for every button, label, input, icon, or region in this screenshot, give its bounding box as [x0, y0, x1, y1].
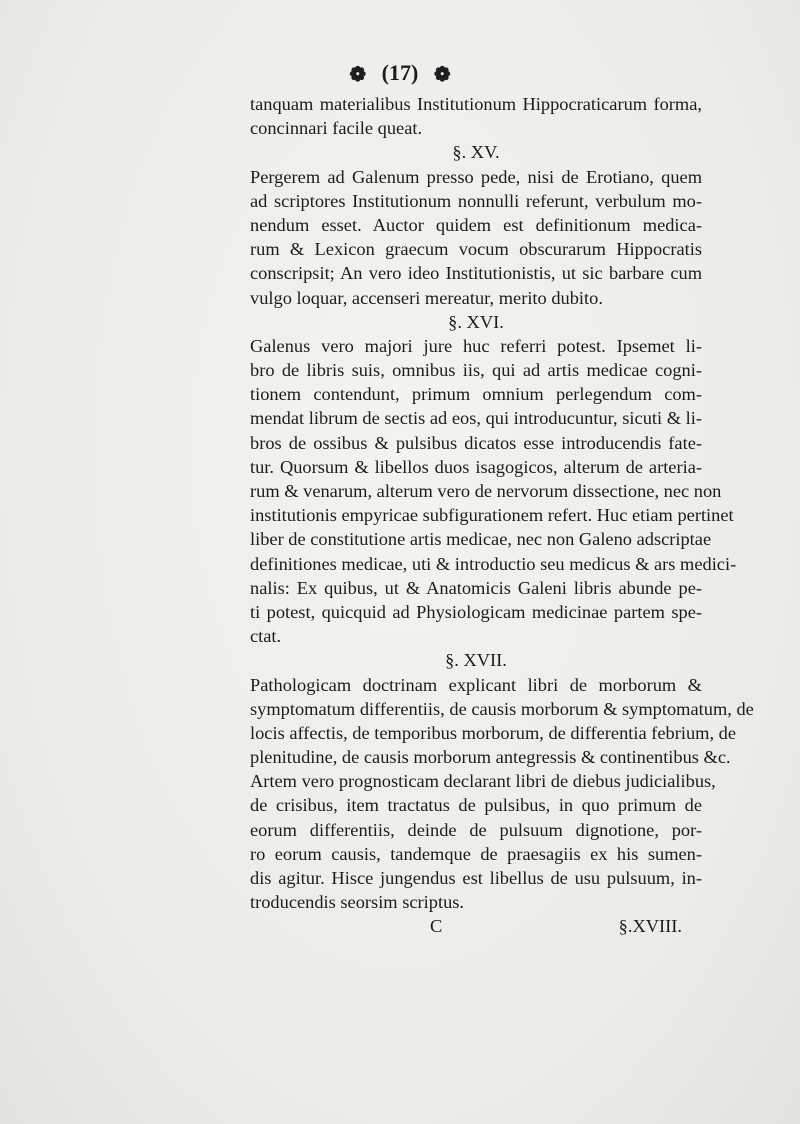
text-line: bro de libris suis, omnibus iis, qui ad artis medicae cogni- [250, 360, 702, 381]
text-line: tionem contendunt, primum omnium perlegendum com- [250, 384, 702, 405]
text-line: plenitudine, de causis morborum antegressis & continentibus &c. [250, 747, 731, 768]
text-line: Artem vero prognosticam declarant libri de diebus judicialibus, [250, 771, 716, 792]
text-line: dis agitur. Hisce jungendus est libellus de usu pulsuum, in- [250, 868, 702, 888]
text-line: ad scriptores Institutionum nonnulli referunt, verbulum mo- [250, 190, 702, 211]
text-line: tanquam materialibus Institutionum Hippocraticarum forma, [250, 94, 702, 114]
text-line: de crisibus, item tractatus de pulsibus, in quo primum de [250, 795, 702, 816]
page-number: (17) [381, 60, 419, 85]
text-line: ti potest, quicquid ad Physiologicam medicinae partem spe- [250, 601, 702, 622]
text-line: bros de ossibus & pulsibus dicatos esse introducendis fate- [250, 432, 702, 453]
text-line: institutionis empyricae subfigurationem refert. Huc etiam pertinet [250, 505, 734, 526]
catchword: §.XVIII. [618, 916, 682, 937]
text-line: Pergerem ad Galenum presso pede, nisi de Erotiano, quem [250, 166, 702, 187]
text-line: ctat. [250, 626, 282, 647]
section-heading: §. XVI. [448, 311, 504, 332]
section-heading: §. XVII. [445, 650, 507, 671]
text-line: mendat librum de sectis ad eos, qui introducuntur, sicuti & li- [250, 408, 702, 429]
signature-mark: C [430, 916, 443, 937]
text-line: troducendis seorsim scriptus. [250, 892, 465, 913]
text-line: tur. Quorsum & libellos duos isagogicos, alterum de arteria- [250, 456, 702, 477]
page-header [0, 60, 800, 87]
text-line: nalis: Ex quibus, ut & Anatomicis Galeni libris abunde pe- [250, 577, 702, 598]
text-line: Galenus vero majori jure huc referri potest. Ipsemet li- [250, 335, 702, 356]
text-line: rum & Lexicon graecum vocum obscurarum Hippocratis [250, 239, 702, 260]
text-line: eorum differentiis, deinde de pulsuum dignotione, por- [250, 819, 702, 840]
text-line: Pathologicam doctrinam explicant libri de morborum & [250, 674, 702, 695]
text-line: nendum esset. Auctor quidem est definitionum medica- [250, 214, 702, 235]
text-line: vulgo loquar, accenseri mereatur, merito dubito. [250, 287, 603, 308]
page-text [250, 92, 754, 939]
text-line: rum & venarum, alterum vero de nervorum dissectione, nec non [250, 481, 722, 501]
text-line: locis affectis, de temporibus morborum, de differentia febrium, de [250, 722, 737, 743]
ornament-right-icon: ❁ [433, 64, 451, 87]
text-line: liber de constitutione artis medicae, nec non Galeno adscriptae [250, 529, 712, 550]
text-line: symptomatum differentiis, de causis morborum & symptomatum, de [250, 698, 754, 719]
text-line: concinnari facile queat. [250, 118, 423, 139]
ornament-left-icon: ❁ [349, 64, 367, 87]
text-line: definitiones medicae, uti & introductio seu medicus & ars medici- [250, 553, 737, 574]
text-line: ro eorum causis, tandemque de praesagiis ex his sumen- [250, 843, 702, 864]
text-line: conscripsit; An vero ideo Institutionistis, ut sic barbare cum [250, 263, 702, 284]
page-footer [250, 914, 702, 938]
section-heading: §. XV. [452, 142, 500, 163]
